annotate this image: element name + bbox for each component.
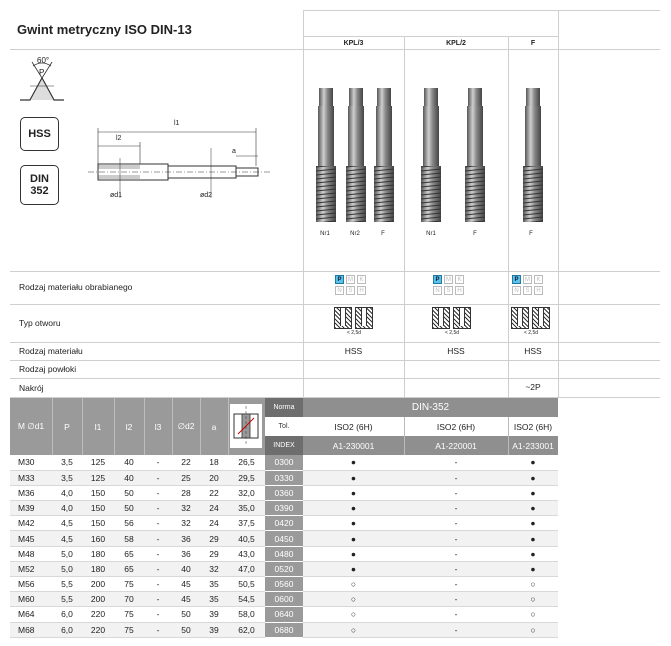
table-cell: 26,5: [228, 455, 265, 470]
index-value: A1-230001: [303, 436, 404, 455]
table-cell: -: [144, 485, 172, 500]
table-cell: -: [404, 622, 508, 637]
table-cell: 35: [200, 592, 228, 607]
norma-label: Norma: [265, 398, 303, 417]
dimension-l1: l1: [174, 120, 180, 127]
table-cell: ●: [508, 470, 558, 485]
material-badge-text: HSS: [28, 128, 51, 140]
table-cell: 125: [82, 470, 114, 485]
table-cell: 75: [114, 607, 144, 622]
grid-line: [82, 398, 83, 455]
table-cell: 0600: [265, 592, 303, 607]
table-cell: 36: [172, 546, 200, 561]
grid-line: [10, 342, 660, 343]
grid-line: [303, 36, 558, 37]
page-title: Gwint metryczny ISO DIN-13: [17, 22, 192, 37]
table-cell: M64: [10, 607, 52, 622]
table-row: [10, 546, 558, 561]
table-cell: 70: [114, 592, 144, 607]
table-cell: 18: [200, 455, 228, 470]
table-cell: -: [144, 531, 172, 546]
grid-line: [10, 360, 660, 361]
table-cell: 40: [172, 561, 200, 576]
material-badge: [20, 117, 59, 151]
material-letter-s: S: [444, 286, 453, 295]
column-header-kpl3: KPL/3: [343, 40, 364, 47]
table-cell: M56: [10, 577, 52, 592]
table-cell: 32: [172, 501, 200, 516]
table-cell: ●: [303, 501, 404, 516]
table-cell: 32: [172, 516, 200, 531]
table-cell: 160: [82, 531, 114, 546]
table-row: [10, 531, 558, 546]
table-cell: 6,0: [52, 607, 82, 622]
header-m-d1: [10, 398, 52, 455]
hole-caption: < 2,5d: [346, 330, 362, 336]
din-badge-line2: 352: [30, 185, 49, 197]
table-cell: -: [144, 516, 172, 531]
table-row: [10, 592, 558, 607]
table-cell: 4,5: [52, 516, 82, 531]
table-cell: 0480: [265, 546, 303, 561]
hole-type-icon: [432, 307, 472, 337]
table-cell: ●: [508, 546, 558, 561]
table-cell: M30: [10, 455, 52, 470]
table-cell: ●: [508, 516, 558, 531]
tool-label: Nr1: [320, 231, 330, 237]
table-cell: ○: [508, 577, 558, 592]
table-cell: 29: [200, 531, 228, 546]
table-cell: 0300: [265, 455, 303, 470]
pitch-value: ~2P: [525, 382, 541, 392]
table-cell: ●: [303, 516, 404, 531]
table-cell: -: [144, 546, 172, 561]
table-cell: M68: [10, 622, 52, 637]
tool-image-f: [520, 88, 548, 238]
table-cell: ●: [303, 470, 404, 485]
table-cell: 32: [200, 561, 228, 576]
index-label: INDEX: [265, 436, 303, 455]
material-letter-m: M: [525, 277, 530, 283]
grid-line: [508, 417, 509, 455]
hole-type-icon: [334, 307, 374, 337]
table-cell: 39: [200, 622, 228, 637]
table-cell: 40: [114, 455, 144, 470]
grid-line: [404, 36, 405, 398]
dimension-d2: ød2: [200, 192, 213, 199]
tol-label: Tol.: [265, 417, 303, 436]
table-cell: 37,5: [228, 516, 265, 531]
header-p: P: [64, 421, 70, 432]
material-letter-h: H: [455, 286, 464, 295]
hole-type-icon: [511, 307, 551, 337]
table-cell: 22: [200, 485, 228, 500]
table-row: [10, 455, 558, 470]
din-badge-line1: DIN: [30, 173, 49, 185]
table-cell: ●: [303, 531, 404, 546]
grid-line: [10, 49, 660, 50]
table-cell: 4,5: [52, 531, 82, 546]
table-cell: -: [404, 577, 508, 592]
tool-label: F: [381, 231, 385, 237]
table-row: [10, 485, 558, 500]
grid-line: [303, 10, 304, 398]
table-cell: -: [144, 592, 172, 607]
tol-value: ISO2 (6H): [303, 417, 404, 436]
table-cell: 65: [114, 546, 144, 561]
table-cell: ●: [303, 485, 404, 500]
table-cell: 75: [114, 577, 144, 592]
column-header-f: F: [530, 40, 536, 47]
table-cell: 5,0: [52, 561, 82, 576]
table-cell: 180: [82, 561, 114, 576]
table-cell: 24: [200, 501, 228, 516]
table-cell: ●: [508, 501, 558, 516]
material-letter-p: P: [433, 275, 442, 284]
table-cell: 50: [114, 485, 144, 500]
table-cell: 40,5: [228, 531, 265, 546]
tool-material-value: HSS: [447, 346, 465, 356]
header-l2: l2: [125, 421, 133, 432]
table-cell: -: [404, 607, 508, 622]
material-letter-k: K: [455, 275, 464, 284]
row-label-tool-material: Rodzaj materiału: [19, 346, 83, 356]
table-cell: -: [404, 561, 508, 576]
row-label-coating: Rodzaj powłoki: [19, 364, 77, 374]
table-cell: 50: [172, 622, 200, 637]
material-letter-s: S: [523, 286, 532, 295]
table-cell: -: [144, 470, 172, 485]
tap-drawing: [84, 118, 274, 208]
table-cell: 3,5: [52, 470, 82, 485]
table-cell: M45: [10, 531, 52, 546]
table-cell: 32,0: [228, 485, 265, 500]
table-cell: 3,5: [52, 455, 82, 470]
table-cell: ●: [303, 561, 404, 576]
table-cell: -: [144, 561, 172, 576]
table-cell: 220: [82, 622, 114, 637]
tool-label: Nr1: [426, 231, 436, 237]
table-cell: -: [404, 531, 508, 546]
dimension-a: a: [232, 148, 236, 155]
row-label-hole-type: Typ otworu: [19, 318, 61, 328]
table-cell: 180: [82, 546, 114, 561]
table-cell: 29: [200, 546, 228, 561]
hole-caption: < 2,5d: [444, 330, 460, 336]
table-cell: 0520: [265, 561, 303, 576]
table-cell: 0330: [265, 470, 303, 485]
table-cell: 150: [82, 501, 114, 516]
table-cell: 0680: [265, 622, 303, 637]
table-cell: 5,5: [52, 592, 82, 607]
table-cell: 45: [172, 592, 200, 607]
drill-diameter-icon: [230, 404, 262, 448]
material-letter-k: K: [534, 275, 543, 284]
pitch-symbol: P: [39, 68, 45, 77]
grid-line: [10, 378, 660, 379]
index-value: A1-220001: [404, 436, 508, 455]
table-cell: 0420: [265, 516, 303, 531]
dimension-l2: l2: [116, 135, 122, 142]
table-cell: -: [144, 622, 172, 637]
table-cell: -: [404, 546, 508, 561]
table-cell: 45: [172, 577, 200, 592]
dimension-d1: ød1: [110, 192, 123, 199]
table-cell: 39: [200, 607, 228, 622]
tool-label: F: [473, 231, 477, 237]
thread-data-table: [10, 455, 558, 638]
table-cell: 0450: [265, 531, 303, 546]
table-cell: 24: [200, 516, 228, 531]
thread-profile-icon: [18, 56, 66, 108]
material-letter-k: K: [357, 275, 366, 284]
material-letter-h: H: [534, 286, 543, 295]
table-cell: 50,5: [228, 577, 265, 592]
table-cell: -: [144, 455, 172, 470]
table-cell: 125: [82, 455, 114, 470]
table-cell: M42: [10, 516, 52, 531]
table-cell: 0640: [265, 607, 303, 622]
table-cell: M33: [10, 470, 52, 485]
table-cell: 5,0: [52, 546, 82, 561]
table-row: [10, 622, 558, 637]
table-cell: -: [144, 577, 172, 592]
table-cell: -: [404, 516, 508, 531]
table-cell: 22: [172, 455, 200, 470]
table-cell: -: [404, 485, 508, 500]
table-cell: 65: [114, 561, 144, 576]
grid-line: [10, 304, 660, 305]
table-cell: ●: [508, 561, 558, 576]
table-cell: 62,0: [228, 622, 265, 637]
table-cell: M36: [10, 485, 52, 500]
table-cell: ○: [303, 607, 404, 622]
table-cell: 29,5: [228, 470, 265, 485]
material-group-icon: [335, 275, 366, 297]
table-cell: 0560: [265, 577, 303, 592]
table-cell: 35: [200, 577, 228, 592]
header-l1: l1: [94, 421, 102, 432]
table-cell: 150: [82, 485, 114, 500]
table-row: [10, 470, 558, 485]
table-cell: -: [144, 501, 172, 516]
table-cell: -: [404, 470, 508, 485]
table-cell: ○: [303, 592, 404, 607]
tol-value: ISO2 (6H): [404, 417, 508, 436]
header-d2: ∅d2: [177, 421, 195, 431]
table-row: [10, 516, 558, 531]
table-cell: ○: [303, 622, 404, 637]
table-cell: 58,0: [228, 607, 265, 622]
grid-line: [172, 398, 173, 455]
table-cell: -: [404, 592, 508, 607]
header-a: a: [211, 421, 217, 432]
table-cell: 0360: [265, 485, 303, 500]
grid-line: [114, 398, 115, 455]
tool-image-kpl2: [418, 88, 493, 238]
table-cell: 150: [82, 516, 114, 531]
row-label-pitch: Nakrój: [19, 383, 44, 393]
table-cell: 40: [114, 470, 144, 485]
hole-caption: < 2,5d: [523, 330, 539, 336]
table-cell: M48: [10, 546, 52, 561]
table-cell: 200: [82, 592, 114, 607]
tool-material-value: HSS: [524, 346, 542, 356]
table-cell: ●: [508, 531, 558, 546]
material-letter-s: S: [346, 286, 355, 295]
table-cell: ○: [508, 607, 558, 622]
material-letter-p: P: [512, 275, 521, 284]
tool-material-value: HSS: [344, 346, 363, 356]
table-cell: M60: [10, 592, 52, 607]
material-letter-n: N: [335, 286, 344, 295]
table-cell: 75: [114, 622, 144, 637]
grid-line: [303, 10, 660, 11]
table-cell: 35,0: [228, 501, 265, 516]
tool-label: Nr2: [350, 231, 360, 237]
table-cell: 47,0: [228, 561, 265, 576]
material-group-icon: [512, 275, 543, 297]
material-letter-p: P: [335, 275, 344, 284]
table-cell: 25: [172, 470, 200, 485]
table-cell: ○: [303, 577, 404, 592]
grid-line: [558, 10, 559, 398]
table-cell: ○: [508, 622, 558, 637]
grid-line: [404, 417, 405, 455]
table-cell: ●: [303, 546, 404, 561]
tool-label: F: [529, 231, 533, 237]
table-cell: 56: [114, 516, 144, 531]
material-letter-h: H: [357, 286, 366, 295]
angle-label: 60°: [37, 56, 50, 65]
table-cell: ●: [508, 485, 558, 500]
table-cell: 6,0: [52, 622, 82, 637]
table-cell: 50: [114, 501, 144, 516]
table-cell: 36: [172, 531, 200, 546]
table-cell: M52: [10, 561, 52, 576]
table-cell: 4,0: [52, 501, 82, 516]
table-cell: -: [404, 501, 508, 516]
material-group-icon: [433, 275, 464, 297]
table-cell: 0390: [265, 501, 303, 516]
material-letter-m: M: [446, 277, 451, 283]
tool-image-kpl3: [313, 88, 403, 238]
grid-line: [10, 271, 660, 272]
table-cell: 50: [172, 607, 200, 622]
table-cell: -: [144, 607, 172, 622]
material-letter-n: N: [512, 286, 521, 295]
tol-value: ISO2 (6H): [508, 417, 558, 436]
table-cell: -: [404, 455, 508, 470]
norma-value: DIN-352: [303, 398, 558, 417]
table-row: [10, 577, 558, 592]
index-value: A1-233001: [508, 436, 558, 455]
grid-line: [200, 398, 201, 455]
grid-line: [228, 398, 229, 455]
table-cell: ●: [508, 455, 558, 470]
din-badge: [20, 165, 59, 205]
table-cell: 20: [200, 470, 228, 485]
grid-line: [144, 398, 145, 455]
table-cell: 4,0: [52, 485, 82, 500]
table-row: [10, 607, 558, 622]
table-cell: ●: [303, 455, 404, 470]
table-cell: M39: [10, 501, 52, 516]
table-cell: 54,5: [228, 592, 265, 607]
table-row: [10, 561, 558, 576]
header-l3: l3: [154, 421, 162, 432]
table-cell: 200: [82, 577, 114, 592]
row-label-workpiece-material: Rodzaj materiału obrabianego: [19, 282, 133, 292]
material-letter-n: N: [433, 286, 442, 295]
table-cell: 5,5: [52, 577, 82, 592]
table-cell: ○: [508, 592, 558, 607]
table-cell: 43,0: [228, 546, 265, 561]
table-cell: 58: [114, 531, 144, 546]
header-m-d1-text: M ∅d1: [17, 421, 45, 431]
table-cell: 28: [172, 485, 200, 500]
grid-line: [508, 36, 509, 398]
material-letter-m: M: [348, 277, 353, 283]
table-row: [10, 501, 558, 516]
grid-line: [52, 398, 53, 455]
table-cell: 220: [82, 607, 114, 622]
column-header-kpl2: KPL/2: [446, 40, 466, 47]
